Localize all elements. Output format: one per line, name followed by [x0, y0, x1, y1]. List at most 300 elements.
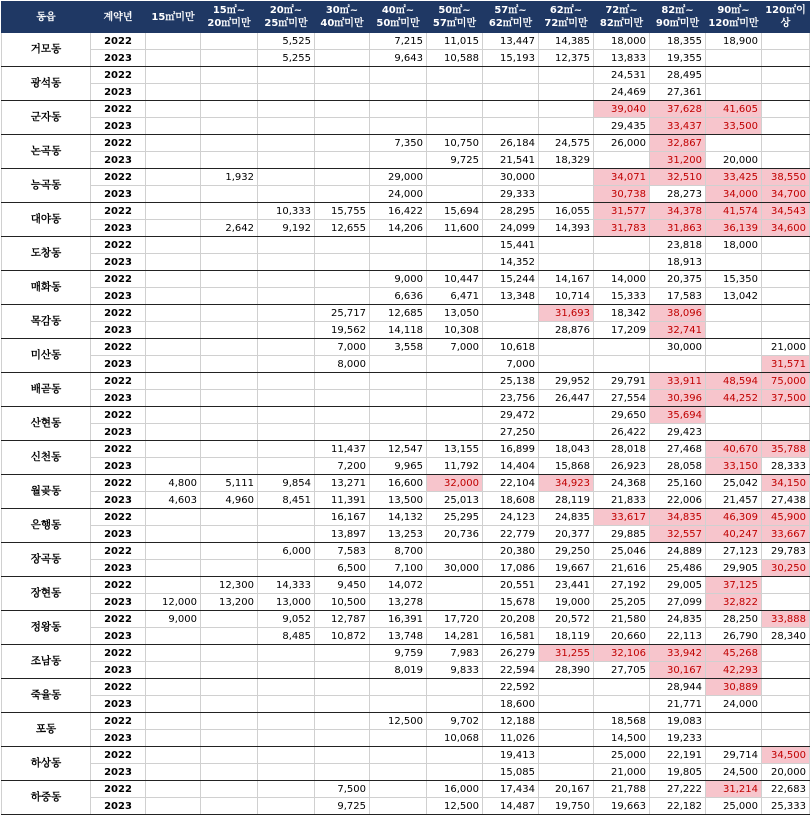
price-cell: 14,352 [483, 254, 539, 271]
price-cell: 21,000 [762, 339, 810, 356]
price-cell: 26,923 [594, 458, 650, 475]
price-cell: 14,167 [539, 271, 594, 288]
year-cell: 2023 [91, 254, 146, 271]
price-cell: 29,250 [539, 543, 594, 560]
table-row [2, 339, 810, 356]
dong-name-cell: 도창동 [2, 237, 91, 271]
price-cell [258, 373, 315, 390]
price-cell [594, 679, 650, 696]
price-cell [201, 67, 258, 84]
price-cell [201, 135, 258, 152]
year-cell: 2023 [91, 730, 146, 747]
price-cell: 4,800 [146, 475, 201, 492]
price-cell: 33,500 [706, 118, 762, 135]
table-row [2, 186, 810, 203]
price-cell [201, 543, 258, 560]
price-cell: 20,167 [539, 781, 594, 798]
price-cell [539, 118, 594, 135]
price-cell [201, 458, 258, 475]
price-cell: 18,355 [650, 33, 706, 50]
price-cell [201, 33, 258, 50]
price-cell [258, 730, 315, 747]
price-cell: 12,685 [370, 305, 427, 322]
price-cell: 33,617 [594, 509, 650, 526]
price-cell [539, 339, 594, 356]
price-cell [258, 271, 315, 288]
price-cell: 27,554 [594, 390, 650, 407]
price-cell [762, 101, 810, 118]
price-cell: 37,628 [650, 101, 706, 118]
price-cell: 17,720 [427, 611, 483, 628]
price-cell: 5,111 [201, 475, 258, 492]
price-cell [258, 424, 315, 441]
price-cell [762, 118, 810, 135]
price-cell: 17,583 [650, 288, 706, 305]
price-cell: 21,616 [594, 560, 650, 577]
column-header: 62㎡~ 72㎡미만 [539, 2, 594, 33]
year-cell: 2023 [91, 50, 146, 67]
price-cell [146, 356, 201, 373]
table-row [2, 798, 810, 815]
price-cell [258, 118, 315, 135]
year-cell: 2023 [91, 322, 146, 339]
price-cell [201, 730, 258, 747]
dong-name-cell: 포동 [2, 713, 91, 747]
price-cell [201, 645, 258, 662]
price-cell [258, 747, 315, 764]
price-cell: 12,655 [315, 220, 370, 237]
year-cell: 2023 [91, 220, 146, 237]
price-cell [146, 509, 201, 526]
price-cell: 7,200 [315, 458, 370, 475]
year-cell: 2022 [91, 169, 146, 186]
price-cell: 23,818 [650, 237, 706, 254]
price-cell [370, 679, 427, 696]
price-cell [146, 407, 201, 424]
price-cell [370, 118, 427, 135]
price-cell [201, 322, 258, 339]
price-cell: 12,000 [146, 594, 201, 611]
price-cell: 31,863 [650, 220, 706, 237]
price-cell: 28,333 [762, 458, 810, 475]
price-cell [201, 407, 258, 424]
price-cell: 7,583 [315, 543, 370, 560]
table-row [2, 288, 810, 305]
price-cell [201, 84, 258, 101]
price-cell [258, 509, 315, 526]
price-cell: 8,700 [370, 543, 427, 560]
price-cell: 7,500 [315, 781, 370, 798]
price-cell [539, 747, 594, 764]
price-cell [539, 67, 594, 84]
price-cell [427, 118, 483, 135]
price-cell: 22,779 [483, 526, 539, 543]
price-cell [539, 696, 594, 713]
price-cell: 27,250 [483, 424, 539, 441]
price-cell: 13,000 [258, 594, 315, 611]
table-row [2, 322, 810, 339]
price-cell: 40,247 [706, 526, 762, 543]
price-cell [146, 118, 201, 135]
price-cell: 16,000 [427, 781, 483, 798]
year-cell: 2023 [91, 492, 146, 509]
price-cell: 9,000 [146, 611, 201, 628]
price-cell [762, 288, 810, 305]
table-row [2, 628, 810, 645]
year-cell: 2023 [91, 118, 146, 135]
price-cell: 13,200 [201, 594, 258, 611]
price-cell: 6,636 [370, 288, 427, 305]
price-cell: 7,100 [370, 560, 427, 577]
table-row [2, 747, 810, 764]
price-cell: 8,000 [315, 356, 370, 373]
dong-name-cell: 조남동 [2, 645, 91, 679]
price-cell: 14,132 [370, 509, 427, 526]
price-cell: 30,889 [706, 679, 762, 696]
price-cell [201, 152, 258, 169]
price-cell [258, 152, 315, 169]
price-cell [258, 305, 315, 322]
price-cell: 9,450 [315, 577, 370, 594]
price-cell: 32,557 [650, 526, 706, 543]
price-cell: 18,568 [594, 713, 650, 730]
price-cell [539, 84, 594, 101]
price-cell [594, 237, 650, 254]
price-cell [146, 713, 201, 730]
price-cell: 11,026 [483, 730, 539, 747]
table-row [2, 679, 810, 696]
price-cell: 4,960 [201, 492, 258, 509]
price-cell: 10,588 [427, 50, 483, 67]
price-cell: 16,600 [370, 475, 427, 492]
price-cell: 32,741 [650, 322, 706, 339]
table-row [2, 526, 810, 543]
price-cell [483, 118, 539, 135]
price-cell: 27,705 [594, 662, 650, 679]
column-header: 계약년 [91, 2, 146, 33]
table-row [2, 50, 810, 67]
year-cell: 2022 [91, 407, 146, 424]
price-cell: 13,348 [483, 288, 539, 305]
price-cell: 39,040 [594, 101, 650, 118]
price-cell: 5,255 [258, 50, 315, 67]
price-cell [315, 67, 370, 84]
price-cell: 27,222 [650, 781, 706, 798]
year-cell: 2023 [91, 628, 146, 645]
price-cell: 20,377 [539, 526, 594, 543]
price-cell [258, 84, 315, 101]
price-cell [258, 356, 315, 373]
price-cell: 27,438 [762, 492, 810, 509]
price-cell: 15,193 [483, 50, 539, 67]
price-cell [315, 696, 370, 713]
price-cell [594, 339, 650, 356]
price-cell [146, 696, 201, 713]
price-cell [483, 67, 539, 84]
price-cell: 30,738 [594, 186, 650, 203]
price-cell [146, 33, 201, 50]
price-cell: 9,192 [258, 220, 315, 237]
price-cell: 26,184 [483, 135, 539, 152]
price-cell: 25,160 [650, 475, 706, 492]
price-cell [146, 305, 201, 322]
table-row [2, 407, 810, 424]
price-cell: 8,019 [370, 662, 427, 679]
price-cell [146, 560, 201, 577]
price-cell: 26,279 [483, 645, 539, 662]
price-cell [258, 322, 315, 339]
price-cell [427, 747, 483, 764]
price-cell: 19,233 [650, 730, 706, 747]
column-header: 72㎡~ 82㎡미만 [594, 2, 650, 33]
price-cell: 31,577 [594, 203, 650, 220]
year-cell: 2022 [91, 781, 146, 798]
price-cell [370, 84, 427, 101]
price-cell: 11,792 [427, 458, 483, 475]
price-cell [146, 84, 201, 101]
price-cell [594, 356, 650, 373]
price-cell [258, 135, 315, 152]
price-cell [370, 747, 427, 764]
price-cell: 13,500 [370, 492, 427, 509]
price-cell: 30,396 [650, 390, 706, 407]
dong-name-cell: 매화동 [2, 271, 91, 305]
price-cell [427, 543, 483, 560]
price-cell [258, 764, 315, 781]
price-cell: 25,013 [427, 492, 483, 509]
price-cell: 38,550 [762, 169, 810, 186]
year-cell: 2022 [91, 543, 146, 560]
price-cell [427, 101, 483, 118]
price-cell [258, 645, 315, 662]
price-cell: 21,788 [594, 781, 650, 798]
price-cell: 8,485 [258, 628, 315, 645]
column-header: 30㎡~ 40㎡미만 [315, 2, 370, 33]
price-cell [201, 373, 258, 390]
year-cell: 2022 [91, 305, 146, 322]
price-cell: 15,244 [483, 271, 539, 288]
price-cell [258, 458, 315, 475]
price-table [1, 1, 810, 815]
price-cell [706, 424, 762, 441]
year-cell: 2022 [91, 577, 146, 594]
price-cell: 16,581 [483, 628, 539, 645]
price-cell [706, 356, 762, 373]
year-cell: 2023 [91, 798, 146, 815]
price-cell [539, 713, 594, 730]
dong-name-cell: 하중동 [2, 781, 91, 815]
price-cell: 28,390 [539, 662, 594, 679]
price-cell: 24,835 [650, 611, 706, 628]
price-cell [706, 339, 762, 356]
price-cell [762, 730, 810, 747]
table-row [2, 424, 810, 441]
table-row [2, 305, 810, 322]
price-cell: 31,200 [650, 152, 706, 169]
price-cell: 9,702 [427, 713, 483, 730]
price-cell [370, 407, 427, 424]
price-cell: 41,605 [706, 101, 762, 118]
price-cell [315, 764, 370, 781]
price-cell: 14,000 [594, 271, 650, 288]
price-cell: 27,361 [650, 84, 706, 101]
price-cell: 12,787 [315, 611, 370, 628]
price-cell: 29,423 [650, 424, 706, 441]
table-row [2, 713, 810, 730]
price-cell [762, 84, 810, 101]
price-cell [370, 373, 427, 390]
price-cell: 24,500 [706, 764, 762, 781]
table-row [2, 594, 810, 611]
price-cell: 17,086 [483, 560, 539, 577]
price-cell: 21,541 [483, 152, 539, 169]
price-cell [258, 254, 315, 271]
price-cell: 30,000 [483, 169, 539, 186]
price-cell: 29,783 [762, 543, 810, 560]
price-cell: 6,000 [258, 543, 315, 560]
dong-name-cell: 군자동 [2, 101, 91, 135]
price-cell: 28,058 [650, 458, 706, 475]
price-cell: 20,660 [594, 628, 650, 645]
year-cell: 2022 [91, 611, 146, 628]
price-cell [258, 288, 315, 305]
dong-name-cell: 산현동 [2, 407, 91, 441]
table-row [2, 458, 810, 475]
price-cell [539, 237, 594, 254]
price-cell: 16,167 [315, 509, 370, 526]
column-header: 15㎡미만 [146, 2, 201, 33]
price-cell: 12,500 [427, 798, 483, 815]
price-cell: 34,923 [539, 475, 594, 492]
price-cell [258, 441, 315, 458]
price-cell: 28,018 [594, 441, 650, 458]
table-row [2, 101, 810, 118]
price-cell: 14,500 [594, 730, 650, 747]
dong-name-cell: 논곡동 [2, 135, 91, 169]
price-cell: 46,309 [706, 509, 762, 526]
price-cell [146, 424, 201, 441]
price-cell: 10,714 [539, 288, 594, 305]
price-cell [258, 67, 315, 84]
table-row [2, 492, 810, 509]
price-cell: 9,725 [427, 152, 483, 169]
price-cell: 13,155 [427, 441, 483, 458]
price-cell: 28,495 [650, 67, 706, 84]
price-cell: 22,113 [650, 628, 706, 645]
price-cell: 10,618 [483, 339, 539, 356]
table-row [2, 764, 810, 781]
price-cell: 27,123 [706, 543, 762, 560]
price-cell [539, 424, 594, 441]
price-cell [201, 781, 258, 798]
price-cell: 24,835 [539, 509, 594, 526]
price-cell [706, 322, 762, 339]
price-cell: 16,055 [539, 203, 594, 220]
price-cell: 19,000 [539, 594, 594, 611]
price-cell: 33,942 [650, 645, 706, 662]
price-cell [258, 237, 315, 254]
price-cell: 25,486 [650, 560, 706, 577]
price-cell: 34,000 [706, 186, 762, 203]
table-row [2, 475, 810, 492]
price-cell [539, 169, 594, 186]
price-cell: 32,510 [650, 169, 706, 186]
price-cell [706, 305, 762, 322]
price-cell [315, 254, 370, 271]
price-cell [146, 288, 201, 305]
price-cell [201, 764, 258, 781]
price-cell [201, 356, 258, 373]
year-cell: 2023 [91, 186, 146, 203]
price-cell: 9,833 [427, 662, 483, 679]
price-cell [427, 594, 483, 611]
price-cell [706, 135, 762, 152]
price-cell [762, 322, 810, 339]
price-cell [427, 356, 483, 373]
price-cell: 14,333 [258, 577, 315, 594]
price-cell: 21,580 [594, 611, 650, 628]
price-cell: 27,099 [650, 594, 706, 611]
price-cell: 13,253 [370, 526, 427, 543]
price-cell: 18,600 [483, 696, 539, 713]
price-cell: 21,833 [594, 492, 650, 509]
price-cell: 12,375 [539, 50, 594, 67]
price-cell: 22,592 [483, 679, 539, 696]
price-cell: 30,250 [762, 560, 810, 577]
year-cell: 2022 [91, 475, 146, 492]
table-row [2, 543, 810, 560]
price-cell: 22,191 [650, 747, 706, 764]
price-cell [315, 679, 370, 696]
table-row [2, 271, 810, 288]
price-cell: 31,255 [539, 645, 594, 662]
table-row [2, 645, 810, 662]
price-cell: 25,000 [594, 747, 650, 764]
price-cell [706, 50, 762, 67]
price-cell [146, 322, 201, 339]
price-cell [258, 526, 315, 543]
price-cell [258, 390, 315, 407]
price-cell: 17,209 [594, 322, 650, 339]
price-cell: 21,457 [706, 492, 762, 509]
price-cell: 13,042 [706, 288, 762, 305]
price-cell [706, 713, 762, 730]
price-cell: 7,983 [427, 645, 483, 662]
price-cell [427, 390, 483, 407]
price-cell: 15,868 [539, 458, 594, 475]
price-cell: 13,050 [427, 305, 483, 322]
table-row [2, 356, 810, 373]
price-cell: 22,182 [650, 798, 706, 815]
year-cell: 2023 [91, 526, 146, 543]
price-cell: 20,736 [427, 526, 483, 543]
price-cell [146, 220, 201, 237]
price-cell [201, 611, 258, 628]
price-cell: 18,119 [539, 628, 594, 645]
price-cell [427, 407, 483, 424]
price-cell: 15,085 [483, 764, 539, 781]
price-cell: 9,052 [258, 611, 315, 628]
price-cell [762, 271, 810, 288]
price-cell: 11,437 [315, 441, 370, 458]
price-cell [315, 730, 370, 747]
price-cell: 5,525 [258, 33, 315, 50]
price-cell [539, 679, 594, 696]
price-cell: 9,854 [258, 475, 315, 492]
column-header: 120㎡이상 [762, 2, 810, 33]
price-cell [315, 271, 370, 288]
price-cell: 29,435 [594, 118, 650, 135]
